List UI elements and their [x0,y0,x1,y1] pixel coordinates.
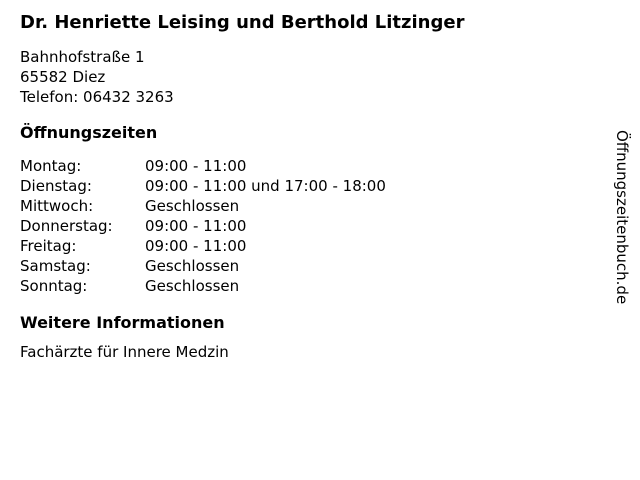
hours-time-value: Geschlossen [145,257,240,275]
hours-row-monday [20,156,590,176]
hours-day-label: Donnerstag: [20,217,113,235]
hours-row-thursday [20,216,590,236]
hours-time-value: Geschlossen [145,197,240,215]
hours-row-wednesday [20,196,590,216]
hours-row-tuesday [20,176,590,196]
hours-day-label: Freitag: [20,237,77,255]
hours-row-friday [20,236,590,256]
address-phone: Telefon: 06432 3263 [20,88,174,106]
hours-time-value: Geschlossen [145,277,240,295]
more-info-text: Fachärzte für Innere Medzin [20,343,229,361]
hours-time-value: 09:00 - 11:00 und 17:00 - 18:00 [145,177,386,195]
hours-time-value: 09:00 - 11:00 [145,217,247,235]
hours-day-label: Mittwoch: [20,197,94,215]
address-city: 65582 Diez [20,68,106,86]
hours-day-label: Sonntag: [20,277,88,295]
hours-day-label: Montag: [20,157,82,175]
site-watermark: Öffnungszeitenbuch.de [613,130,631,305]
opening-hours-heading: Öffnungszeiten [20,123,158,142]
hours-day-label: Dienstag: [20,177,92,195]
address-street: Bahnhofstraße 1 [20,48,145,66]
opening-hours-table [20,156,590,296]
page-title: Dr. Henriette Leising und Berthold Litzinger [20,12,465,33]
hours-day-label: Samstag: [20,257,91,275]
hours-time-value: 09:00 - 11:00 [145,237,247,255]
hours-time-value: 09:00 - 11:00 [145,157,247,175]
main-content [20,12,590,362]
hours-row-sunday [20,276,590,296]
more-info-heading: Weitere Informationen [20,313,225,332]
address-block [20,47,590,107]
hours-row-saturday [20,256,590,276]
